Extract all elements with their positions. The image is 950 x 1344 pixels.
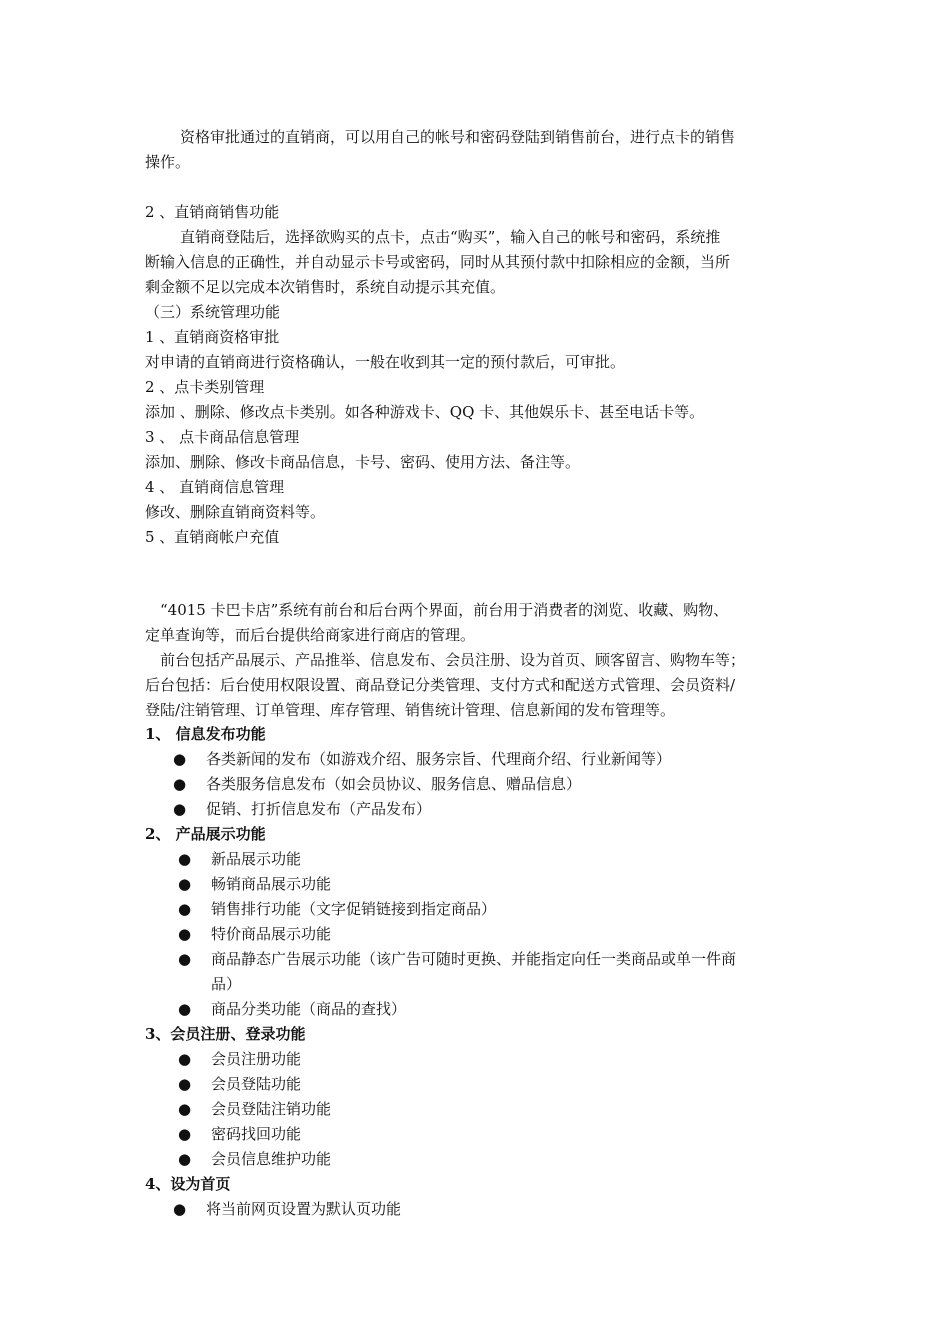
list-item [145,997,810,1022]
list-item-text: 品） [211,975,242,993]
list-item-text: 会员信息维护功能 [211,1150,332,1168]
list-item [145,897,810,922]
list-item [145,847,810,872]
list-item-text: 畅销商品展示功能 [211,875,332,893]
bullet-icon: ● [178,900,192,918]
system-item-5-title: 5 、直销商帐户充值 [145,528,280,546]
system-heading: （三）系统管理功能 [145,303,281,321]
list-item-text: 会员注册功能 [211,1050,302,1068]
list-item [145,1197,810,1222]
system-item-4-desc: 修改、删除直销商资料等。 [145,503,326,521]
list-item [145,1147,810,1172]
store-p2-line-2: 后台包括：后台使用权限设置、商品登记分类管理、支付方式和配送方式管理、会员资料/ [145,676,736,694]
list-item [145,1097,810,1122]
bullet-icon: ● [178,1050,192,1068]
list-item-text: 会员登陆注销功能 [211,1100,332,1118]
list-item [145,947,810,972]
bullet-icon: ● [178,875,192,893]
list-item [145,1047,810,1072]
feature-homepage-heading: 4、设为首页 [145,1175,231,1193]
list-item-text: 将当前网页设置为默认页功能 [206,1200,402,1218]
list-item [145,872,810,897]
store-p1-line-1: “4015 卡巴卡店”系统有前台和后台两个界面，前台用于消费者的浏览、收藏、购物、 [160,601,729,619]
features-section [145,722,810,1222]
store-p2-line-3: 登陆/注销管理、订单管理、库存管理、销售统计管理、信息新闻的发布管理等。 [145,701,676,719]
list-item-text: 新品展示功能 [211,850,302,868]
list-item-text: 各类服务信息发布（如会员协议、服务信息、赠品信息） [206,775,582,793]
sales-heading: 2 、直销商销售功能 [145,203,280,221]
bullet-icon: ● [178,850,192,868]
sales-line-3: 剩金额不足以完成本次销售时，系统自动提示其充值。 [145,278,506,296]
feature-member-heading: 3、会员注册、登录功能 [145,1025,306,1043]
list-item-text: 各类新闻的发布（如游戏介绍、服务宗旨、代理商介绍、行业新闻等） [206,750,672,768]
list-item-text: 销售排行功能（文字促销链接到指定商品） [211,900,497,918]
list-item-continuation [145,972,810,997]
list-item-text: 密码找回功能 [211,1125,302,1143]
store-description [145,598,810,723]
bullet-icon: ● [173,1200,187,1218]
bullet-icon: ● [178,1100,192,1118]
bullet-icon: ● [178,1000,192,1018]
list-item [145,1072,810,1097]
system-item-3-desc: 添加、删除、修改卡商品信息，卡号、密码、使用方法、备注等。 [145,453,581,471]
bullet-icon: ● [178,1125,192,1143]
list-item-text: 特价商品展示功能 [211,925,332,943]
sales-line-1: 直销商登陆后，选择欲购买的点卡，点击“购买”，输入自己的帐号和密码，系统推 [180,228,721,246]
list-item [145,797,810,822]
bullet-icon: ● [173,775,187,793]
store-p2-line-1: 前台包括产品展示、产品推举、信息发布、会员注册、设为首页、顾客留言、购物车等； [160,651,746,669]
intro-line-1: 资格审批通过的直销商，可以用自己的帐号和密码登陆到销售前台，进行点卡的销售 [180,128,736,146]
system-item-2-title: 2 、点卡类别管理 [145,378,265,396]
bullet-icon: ● [178,950,192,968]
list-item [145,922,810,947]
bullet-icon: ● [178,925,192,943]
list-item [145,747,810,772]
list-item-text: 商品分类功能（商品的查找） [211,1000,407,1018]
feature-product-heading: 2、 产品展示功能 [145,825,266,843]
list-item [145,772,810,797]
system-item-4-title: 4 、 直销商信息管理 [145,478,285,496]
bullet-icon: ● [173,750,187,768]
bullet-icon: ● [178,1075,192,1093]
store-p1-line-2: 定单查询等，而后台提供给商家进行商店的管理。 [145,626,476,644]
system-item-3-title: 3 、 点卡商品信息管理 [145,428,300,446]
sales-section [145,200,810,300]
system-item-1-title: 1 、直销商资格审批 [145,328,280,346]
intro-line-2: 操作。 [145,153,191,171]
sales-line-2: 断输入信息的正确性，并自动显示卡号或密码，同时从其预付款中扣除相应的金额，当所 [145,253,731,271]
intro-paragraph [145,125,810,175]
system-section [145,300,810,550]
bullet-icon: ● [173,800,187,818]
system-item-2-desc: 添加 、删除、修改点卡类别。如各种游戏卡、QQ 卡、其他娱乐卡、甚至电话卡等。 [145,403,705,421]
list-item-text: 会员登陆功能 [211,1075,302,1093]
feature-info-heading: 1、 信息发布功能 [145,725,266,743]
bullet-icon: ● [178,1150,192,1168]
list-item [145,1122,810,1147]
list-item-text: 商品静态广告展示功能（该广告可随时更换、并能指定向任一类商品或单一件商 [211,950,737,968]
system-item-1-desc: 对申请的直销商进行资格确认，一般在收到其一定的预付款后，可审批。 [145,353,626,371]
list-item-text: 促销、打折信息发布（产品发布） [206,800,432,818]
